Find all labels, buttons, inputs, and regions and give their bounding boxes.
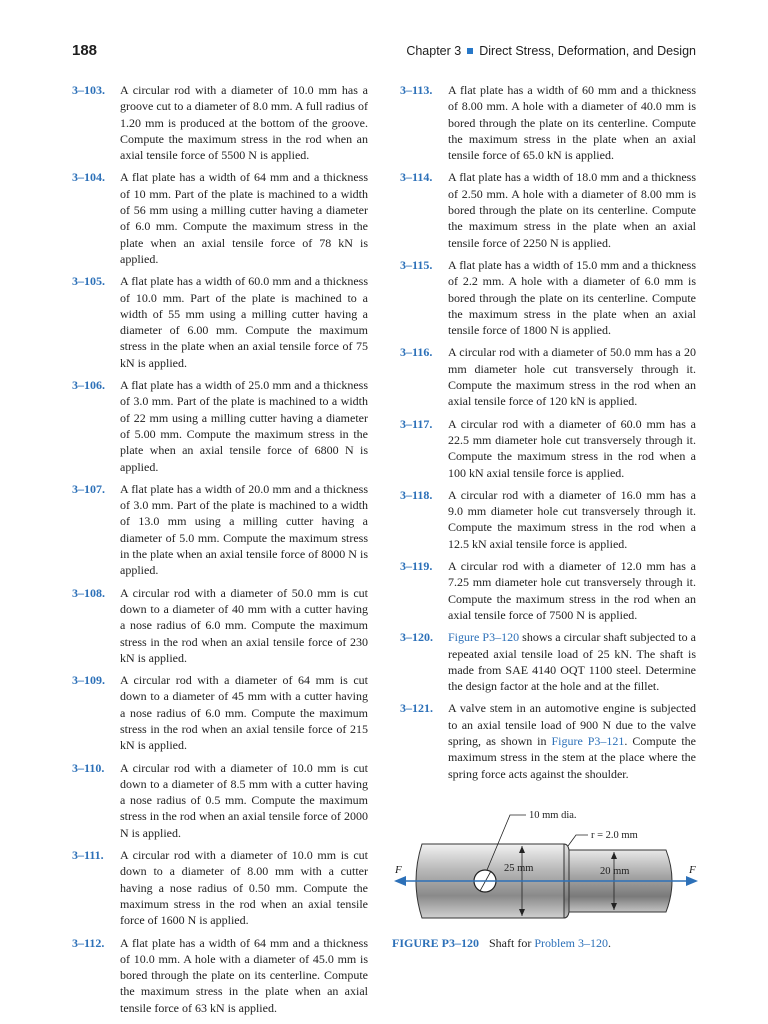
problem-item [400,169,696,250]
problem-number: 3–110. [72,760,105,775]
problem-text: A circular rod with a diameter of 50.0 mm is cut down to a diameter of 40 mm with a cutter having a nose radius of 6.0 mm. Compute the maximum stress in the rod when an axial tensile force of 230 kN is applied. [120,585,368,665]
label-force-left: F [395,864,402,876]
right-column [400,82,696,788]
problem-item [72,672,368,753]
problem-item [72,169,368,267]
chapter-label: Chapter 3 [406,44,462,58]
problem-number: 3–108. [72,585,105,600]
problem-item [72,847,368,928]
problem-item [72,273,368,371]
chapter-title: Direct Stress, Deformation, and Design [479,44,696,58]
figure-caption: FIGURE P3–120 Shaft for Problem 3–120. [392,936,611,950]
square-bullet-icon [467,48,473,54]
problem-text: A circular rod with a diameter of 64 mm is cut down to a diameter of 45 mm with a cutter having a nose radius of 6.0 mm. Compute the maximum stress in the rod when an axial tensile force of 215 kN is applied. [120,673,368,753]
problem-text: A flat plate has a width of 20.0 mm and a thickness of 3.0 mm. Part of the plate is machined to a width of 13.0 mm using a milling cutter having a diameter of 5.0 mm. Compute the maximum stress in the plate when an axial tensile force of 8000 N is applied. [120,481,368,578]
left-column [72,82,368,1022]
figure-p3-120 [392,800,702,935]
problem-text: A flat plate has a width of 18.0 mm and a thickness of 2.50 mm. A hole with a diameter of 8.00 mm is bored through the plate on its centerline. Compute the maximum stress in the plate when an axial tensile force of 2250 N is applied. [448,170,696,250]
chapter-heading [406,44,696,58]
problem-text: A flat plate has a width of 64 mm and a thickness of 10.0 mm. A hole with a diameter of 45.0 mm is bored through the plate on its centerline. Compute the maximum stress in the plate when an axial tensile force of 63 kN is applied. [120,935,368,1015]
figure-link[interactable]: Figure P3–121 [551,733,625,748]
page-header [72,42,696,62]
label-radius: r = 2.0 mm [591,830,638,841]
problem-number: 3–112. [72,935,105,950]
problem-number: 3–120. [400,630,433,645]
problem-text: A valve stem in an automotive engine is subjected to an axial tensile load of 900 N due to the valve spring, as shown in Figure P3–121. Compute the maximum stress in the stem at the place where the spring force acts against the shoulder. [448,701,696,781]
force-arrow-left [394,876,406,886]
problem-number: 3–103. [72,83,105,97]
figure-link[interactable]: Figure P3–120 [448,630,520,645]
problem-item [72,585,368,666]
problem-number: 3–107. [72,481,105,496]
problem-number: 3–115. [400,257,433,272]
problem-text: A circular rod with a diameter of 10.0 mm has a groove cut to a diameter of 8.0 mm. A full radius of 1.20 mm is produced at the bottom of the groove. Compute the maximum stress in the rod when an axial tensile force of 5500 N is applied. [120,83,368,163]
problem-text: A flat plate has a width of 64 mm and a thickness of 10 mm. Part of the plate is machined to a width of 56 mm using a milling cutter having a diameter of 6.0 mm. Compute the maximum stress in the plate when an axial tensile force of 78 kN is applied. [120,170,368,266]
problem-item [400,344,696,409]
problem-text: A circular rod with a diameter of 60.0 mm has a 22.5 mm diameter hole cut transversely through it. Compute the maximum stress in the rod when a 100 kN axial tensile force is applied. [448,416,696,480]
force-arrow-right [686,876,698,886]
problem-text: A flat plate has a width of 15.0 mm and a thickness of 2.2 mm. A hole with a diameter of 6.0 mm is bored through the plate on its centerline. Compute the maximum stress in the plate when an axial tensile force of 1800 N is applied. [448,257,696,338]
problem-number: 3–114. [400,170,433,185]
problem-item [400,257,696,338]
problem-number: 3–118. [400,487,433,502]
problem-item [72,82,368,163]
problem-number: 3–121. [400,701,433,716]
problem-number: 3–119. [400,559,433,574]
problem-item [72,481,368,579]
problem-text: A circular rod with a diameter of 16.0 mm has a 9.0 mm diameter hole cut transversely through it. Compute the maximum stress in the rod when a 12.5 kN axial tensile force is applied. [448,487,696,551]
shaft-diagram [392,800,702,935]
problem-item [400,558,696,623]
problem-number: 3–104. [72,170,105,185]
problem-item [400,487,696,552]
problem-text: A flat plate has a width of 25.0 mm and a thickness of 3.0 mm. Part of the plate is machined to a width of 22 mm using a milling cutter having a diameter of 5.00 mm. Compute the maximum stress in the plate when an axial tensile force of 6800 N is applied. [120,378,368,474]
problem-text: A flat plate has a width of 60.0 mm and a thickness of 10.0 mm. Part of the plate is machined to a width of 55 mm using a milling cutter having a diameter of 6.00 mm. Compute the maximum stress in the plate when an axial tensile force of 75 kN is applied. [120,274,368,370]
problem-3-120 [400,629,696,694]
figure-label: FIGURE P3–120 [392,936,479,950]
problem-text: A circular rod with a diameter of 10.0 mm is cut down to a diameter of 8.00 mm with a cutter having a nose radius of 0.50 mm. Compute the maximum stress in the rod when an axial tensile force of 1600 N is applied. [120,848,368,928]
problem-item [400,416,696,481]
label-20mm: 20 mm [600,866,630,877]
problem-item [400,82,696,163]
problem-text: A circular rod with a diameter of 12.0 mm has a 7.25 mm diameter hole cut transversely through it. Compute the maximum stress in the rod when an axial tensile force of 7500 N is applied. [448,559,696,622]
problem-number: 3–116. [400,345,433,360]
problem-number: 3–105. [72,274,105,289]
problem-text: A circular rod with a diameter of 50.0 mm has a 20 mm diameter hole cut transversely through it. Compute the maximum stress in the rod when an axial tensile force of 120 kN is applied. [448,345,696,409]
problem-number: 3–111. [72,848,104,863]
label-force-right: F [689,864,696,876]
problem-3-121 [400,700,696,781]
problem-text: A flat plate has a width of 60 mm and a thickness of 8.00 mm. A hole with a diameter of 40.0 mm is bored through the plate on its centerline. Compute the maximum stress in the plate when an axial tensile force of 65.0 kN is applied. [448,83,696,163]
problem-text: Figure P3–120 shows a circular shaft subjected to a repeated axial tensile load of 25 kN. The shaft is made from SAE 4140 OQT 1100 steel. Determine the design factor at the hole and at the fillet. [448,630,696,694]
problem-number: 3–106. [72,378,105,393]
problem-number: 3–109. [72,673,105,688]
problem-text: A circular rod with a diameter of 10.0 mm is cut down to a diameter of 8.5 mm with a cutter having a nose radius of 0.5 mm. Compute the maximum stress in the rod when an axial tensile force of 2000 N is applied. [120,760,368,840]
label-25mm: 25 mm [504,863,534,874]
page-number: 188 [72,42,98,59]
problem-number: 3–113. [400,83,433,97]
problem-number: 3–117. [400,416,433,431]
problem-item [72,935,368,1016]
problem-link[interactable]: Problem 3–120 [534,936,608,950]
label-hole: 10 mm dia. [529,810,577,821]
problem-item [72,377,368,475]
problem-item [72,760,368,841]
